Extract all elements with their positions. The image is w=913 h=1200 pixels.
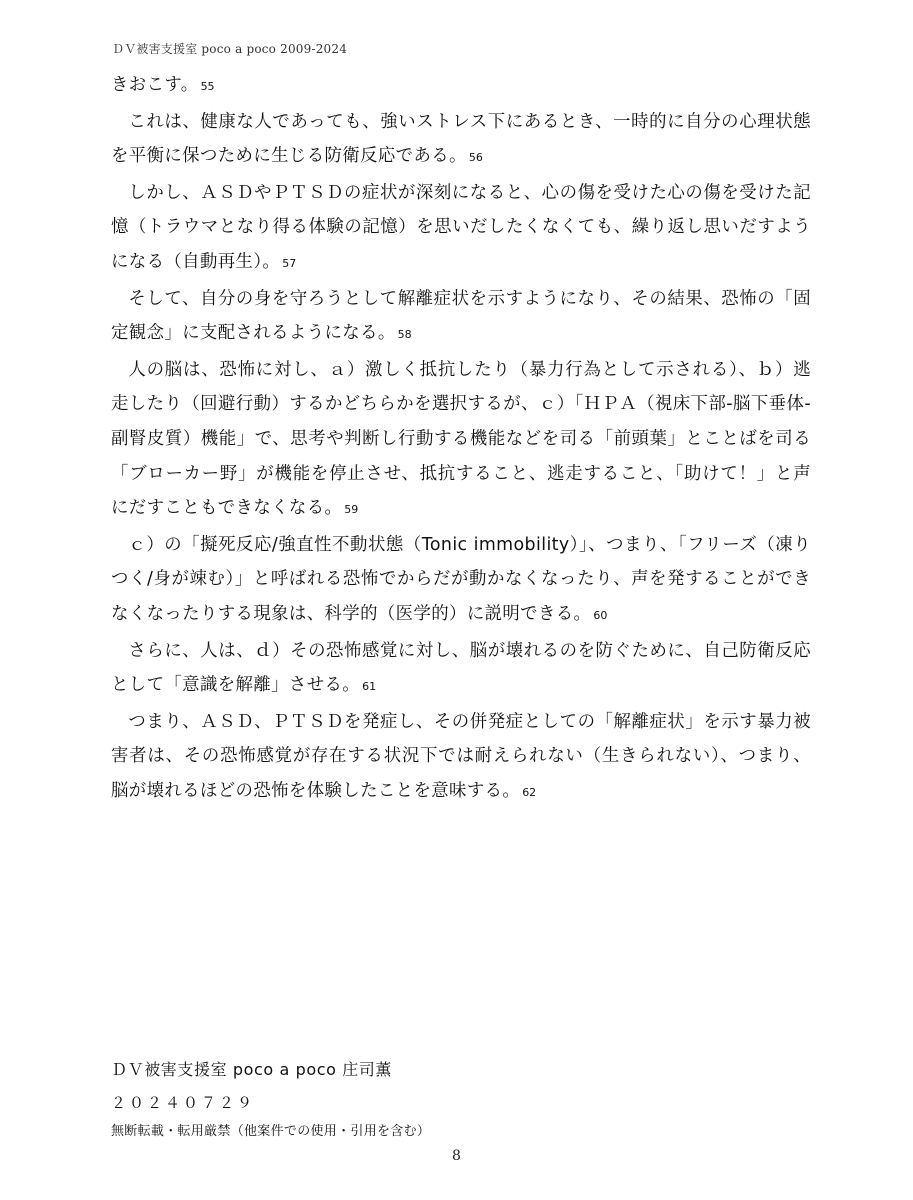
paragraph: [111, 68, 811, 105]
paragraph: [111, 176, 811, 282]
paragraph: [111, 634, 811, 705]
paragraph-text: ｃ）の「擬死反応/強直性不動状態（Tonic immobility）」、つまり、「フリーズ（凍りつく/身が竦む）」と呼ばれる恐怖でからだが動かなくなったり、声を発することができなくなったりする現象は、科学的（医学的）に説明できる。: [111, 534, 811, 624]
page-number: 8: [452, 1148, 461, 1164]
paragraph-text: つまり、ＡＳＤ、ＰＴＳＤを発症し、その併発症としての「解離症状」を示す暴力被害者は、その恐怖感覚が存在する状況下では耐えられない（生きられない）、つまり、脳が壊れるほどの恐怖を体験したことを意味する。: [111, 711, 811, 801]
paragraph-text: そして、自分の身を守ろうとして解離症状を示すようになり、その結果、恐怖の「固定観念」に支配されるようになる。: [111, 288, 811, 344]
running-header: ＤＶ被害支援室 poco a poco 2009-2024: [112, 42, 348, 56]
paragraph-text: 人の脳は、恐怖に対し、ａ）激しく抵抗したり（暴力行為として示される）、ｂ）逃走したり（回避行動）するかどちらかを選択するが、ｃ）「ＨＰＡ（視床下部-脳下垂体-副腎皮質）機能」で、思考や判断し行動する機能などを司る「前頭葉」とことばを司る「ブローカー野」が機能を停止させ、抵抗すること、逃走すること、「助けて！」と声にだすこともできなくなる。: [111, 359, 811, 519]
footnote-marker: 62: [522, 785, 537, 799]
footnote-marker: 61: [362, 680, 377, 694]
document-body: [111, 68, 811, 810]
footnote-marker: 57: [282, 256, 297, 270]
paragraph-text: きおこす。: [111, 75, 199, 95]
footer: [111, 1058, 430, 1142]
footnote-marker: 56: [468, 151, 483, 165]
footnote-marker: 58: [397, 328, 412, 342]
paragraph: [111, 528, 811, 634]
footnote-marker: 59: [344, 503, 359, 517]
footer-date: ２０２４０７２９: [111, 1094, 256, 1112]
paragraph: [111, 105, 811, 176]
footer-organization: ＤＶ被害支援室 poco a poco 庄司薫: [111, 1060, 393, 1079]
footer-copyright-notice: 無断転載・転用厳禁（他案件での使用・引用を含む）: [111, 1124, 431, 1139]
paragraph: [111, 282, 811, 353]
footnote-marker: 60: [593, 608, 608, 622]
paragraph-text: これは、健康な人であっても、強いストレス下にあるとき、一時的に自分の心理状態を平衡に保つために生じる防衛反応である。: [111, 111, 811, 167]
paragraph-text: さらに、人は、ｄ）その恐怖感覚に対し、脳が壊れるのを防ぐために、自己防衛反応として「意識を解離」させる。: [111, 640, 811, 696]
footnote-marker: 55: [200, 80, 215, 93]
paragraph-text: しかし、ＡＳＤやＰＴＳＤの症状が深刻になると、心の傷を受けた心の傷を受けた記憶（トラウマとなり得る体験の記憶）を思いだしたくなくても、繰り返し思いだすようになる（自動再生）。: [111, 182, 811, 272]
paragraph: [111, 353, 811, 528]
paragraph: [111, 705, 811, 811]
